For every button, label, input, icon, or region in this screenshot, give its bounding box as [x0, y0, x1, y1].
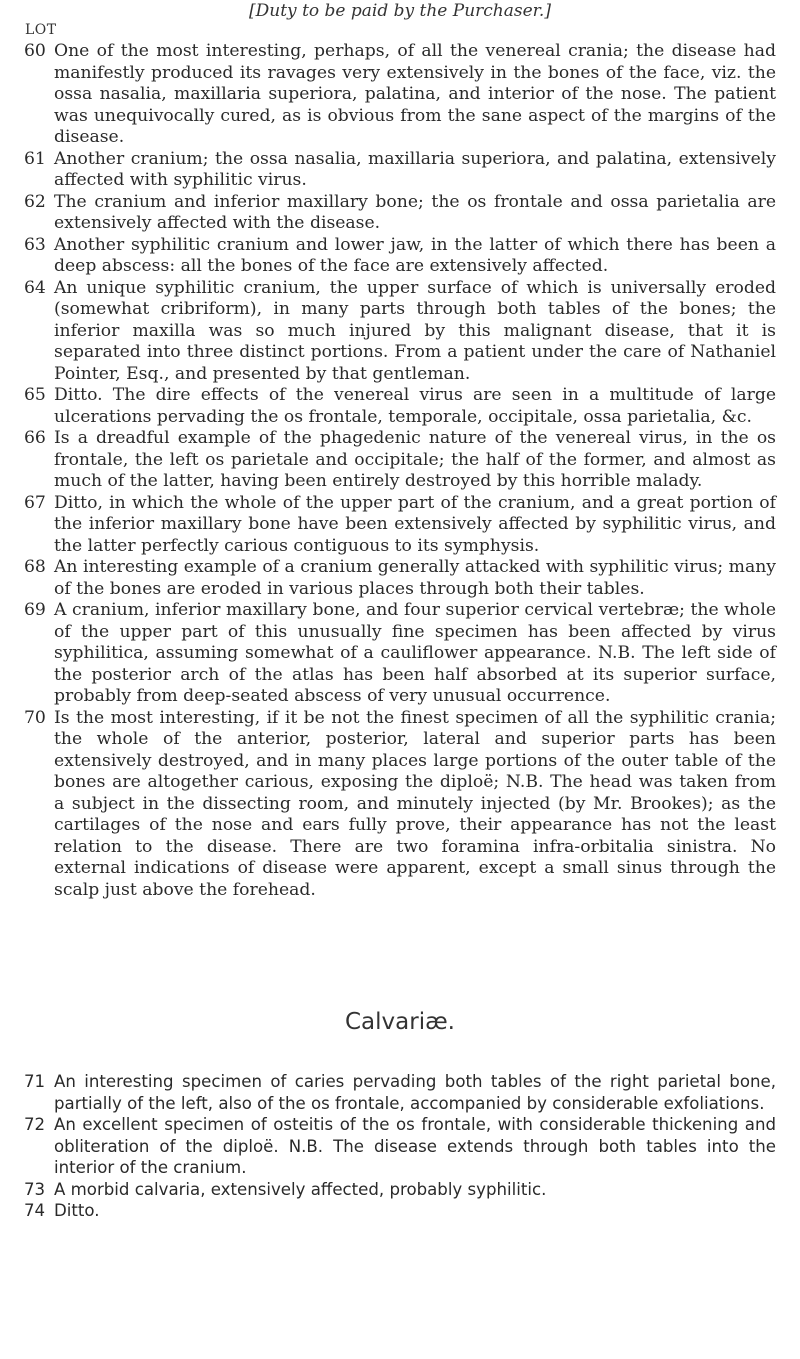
lot-description: One of the most interesting, perhaps, of all the venereal crania; the disease had manifestly produced its ravages very extensively in the bones of the face, viz. the ossa nasalia, maxillaria superiora, palatina, and interior of the nose. The patient was unequivocally cured, as is obvious from the sane aspect of the margins of the disease. — [54, 41, 776, 147]
lot-description: An unique syphilitic cranium, the upper surface of which is universally eroded (somewhat cribriform), in many parts through both tables of the bones; the inferior maxilla was so much injured by this malignant disease, that it is separated into three distinct portions. From a patient under the care of Nathaniel Pointer, Esq., and presented by that gentleman. — [54, 277, 776, 384]
lot-description: Another syphilitic cranium and lower jaw, in the latter of which there has been a deep abscess: all the bones of the face are extensively affected. — [54, 234, 776, 276]
lot-number: 66 — [24, 428, 46, 448]
lot-number: 65 — [24, 385, 46, 405]
catalog-entry-62 — [24, 192, 776, 235]
lot-number: 62 — [24, 191, 46, 212]
calvariae-entries — [24, 1071, 776, 1222]
lot-number: 60 — [24, 41, 46, 61]
catalog-entry-71 — [24, 1071, 776, 1114]
lot-description: A morbid calvaria, extensively affected, probably syphilitic. — [54, 1179, 547, 1199]
lot-description: Ditto. The dire effects of the venereal virus are seen in a multitude of large ulcerations pervading the os frontale, temporale, occipitale, ossa parietalia, &c. — [54, 385, 776, 427]
catalog-entry-67 — [24, 493, 776, 558]
catalog-entry-74 — [24, 1200, 776, 1222]
catalog-entry-63 — [24, 235, 776, 278]
catalog-entry-60 — [24, 41, 776, 149]
lot-number: 70 — [24, 707, 46, 728]
catalog-entry-61 — [24, 149, 776, 192]
catalog-entry-73 — [24, 1179, 776, 1201]
lot-description: Another cranium; the ossa nasalia, maxillaria superiora, and palatina, extensively affected with syphilitic virus. — [54, 148, 776, 190]
lot-description: An interesting example of a cranium generally attacked with syphilitic virus; many of the bones are eroded in various places through both their tables. — [54, 557, 776, 599]
lot-description: An interesting specimen of caries pervading both tables of the right parietal bone, partially of the left, also of the os frontale, accompanied by considerable exfoliations. — [54, 1072, 776, 1113]
catalog-entry-66 — [24, 428, 776, 493]
catalog-entry-64 — [24, 278, 776, 386]
catalog-entry-65 — [24, 385, 776, 428]
lot-description: An excellent specimen of osteitis of the os frontale, with considerable thickening and obliteration of the diploë. N.B. The disease extends through both tables into the interior of the cranium. — [54, 1115, 776, 1177]
lot-number: 69 — [24, 600, 46, 620]
lot-description: The cranium and inferior maxillary bone; the os frontale and ossa parietalia are extensively affected with the disease. — [54, 191, 776, 233]
lot-number: 67 — [24, 492, 46, 513]
lot-description: Ditto, in which the whole of the upper part of the cranium, and a great portion of the inferior maxillary bone have been extensively affected by syphilitic virus, and the latter perfectly carious contiguous to its symphysis. — [54, 492, 776, 556]
lot-description: Ditto. — [54, 1201, 100, 1220]
catalog-entry-69 — [24, 600, 776, 708]
running-head: [Duty to be paid by the Purchaser.] — [249, 1, 551, 21]
lot-number: 61 — [24, 148, 46, 169]
catalog-entry-68 — [24, 557, 776, 600]
lot-description: Is a dreadful example of the phagedenic nature of the venereal virus, in the os frontale, the left os parietale and occipitale; the half of the former, and almost as much of the latter, having been entirely destroyed by this horrible malady. — [54, 428, 776, 491]
catalog-entry-70 — [24, 708, 776, 902]
lot-number: 74 — [24, 1201, 46, 1220]
section-title: Calvariæ. — [345, 1009, 455, 1035]
lot-description: A cranium, inferior maxillary bone, and four superior cervical vertebræ; the whole of the upper part of this unusually fine specimen has been affected by virus syphilitica, assuming somewhat of a cauliflower appearance. N.B. The left side of the posterior arch of the atlas has been half absorbed at its superior surface, probably from deep-seated abscess of very unusual occurrence. — [54, 600, 776, 706]
lot-number: 73 — [24, 1179, 46, 1199]
lot-number: 71 — [24, 1072, 46, 1091]
lot-number: 64 — [24, 277, 46, 298]
lot-heading: LOT — [25, 22, 57, 38]
lot-number: 68 — [24, 557, 46, 577]
lot-number: 63 — [24, 234, 46, 255]
catalog-entry-72 — [24, 1114, 776, 1179]
lot-description: Is the most interesting, if it be not the finest specimen of all the syphilitic crania; the whole of the anterior, posterior, lateral and superior parts has been extensively destroyed, and in many places large portions of the outer table of the bones are altogether carious, exposing the diploë; N.B. The head was taken from a subject in the dissecting room, and minutely injected (by Mr. Brookes); as the cartilages of the nose and ears fully prove, their appearance has not the least relation to the disease. There are two foramina infra-orbitalia sinistra. No external indications of disease were apparent, except a small sinus through the scalp just above the forehead. — [54, 707, 776, 900]
catalog-entries — [24, 41, 776, 901]
lot-number: 72 — [24, 1115, 46, 1134]
